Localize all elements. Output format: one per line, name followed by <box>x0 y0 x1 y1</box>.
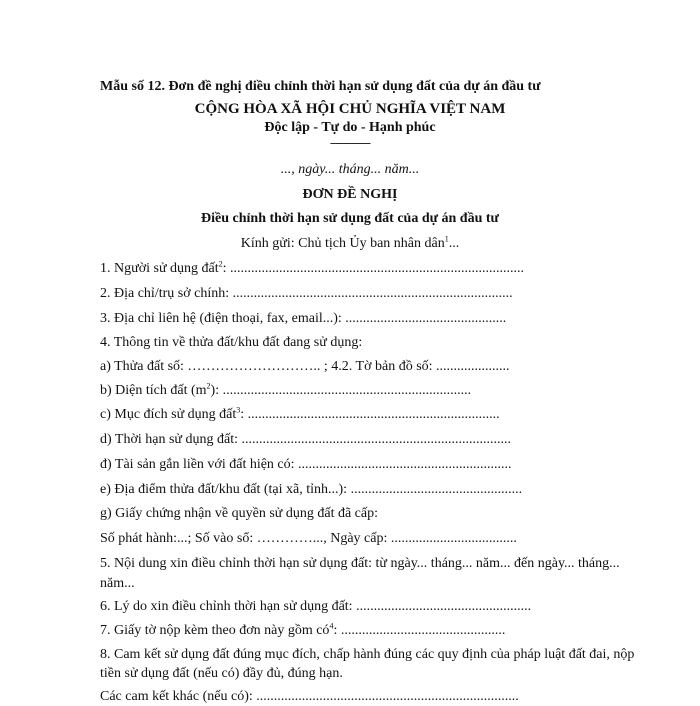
field-land-location: e) Địa điểm thửa đất/khu đất (tại xã, tỉnh...): ................................................. <box>100 482 523 497</box>
field-attached-assets: đ) Tài sản gắn liền với đất hiện có: ............................................................. <box>100 457 512 472</box>
field-land-info-heading: 4. Thông tin về thửa đất/khu đất đang sử dụng: <box>100 335 363 350</box>
date-line: ..., ngày... tháng... năm... <box>280 162 420 177</box>
field-adjustment-content: 5. Nội dung xin điều chỉnh thời hạn sử dụng đất: từ ngày... tháng... năm... đến ngày... tháng... năm... <box>100 556 620 591</box>
field-land-user-label: 1. Người sử dụng đất <box>100 261 219 276</box>
field-attached-documents-blank: : ............................................... <box>333 623 506 638</box>
recipient-line <box>60 235 640 253</box>
field-adjustment-reason: 6. Lý do xin điều chỉnh thời hạn sử dụng đất: .................................................. <box>100 599 532 614</box>
field-land-user <box>100 260 640 278</box>
footnote-ref-4: 4 <box>329 621 334 631</box>
field-attached-documents-label: 7. Giấy tờ nộp kèm theo đơn này gồm có <box>100 623 330 638</box>
field-commitment: 8. Cam kết sử dụng đất đúng mục đích, chấp hành đúng các quy định của pháp luật đất đai, nộp tiền sử dụng đất (nếu có) đầy đủ, đúng hạn. <box>100 647 635 681</box>
form-title: Mẫu số 12. Đơn đề nghị điều chỉnh thời hạn sử dụng đất của dự án đầu tư <box>100 79 541 94</box>
field-address: 2. Địa chỉ/trụ sở chính: ................................................................................ <box>100 286 513 301</box>
field-land-purpose-blank: : ........................................................................ <box>240 407 500 422</box>
unit-superscript: 2 <box>206 381 211 391</box>
field-land-area-label: b) Diện tích đất (m <box>100 383 207 398</box>
field-certificate-heading: g) Giấy chứng nhận về quyền sử dụng đất đã cấp: <box>100 506 378 521</box>
recipient-text: Kính gửi: Chủ tịch Ủy ban nhân dân <box>240 236 445 251</box>
field-contact: 3. Địa chỉ liên hệ (điện thoại, fax, email...): .............................................. <box>100 311 507 326</box>
footnote-ref-2: 2 <box>218 259 223 269</box>
field-land-user-blank: : .................................................................................... <box>222 261 525 276</box>
field-other-commitments: Các cam kết khác (nếu có): ........................................................................... <box>100 689 519 704</box>
field-attached-documents <box>100 622 640 640</box>
document-title: ĐƠN ĐỀ NGHỊ <box>302 187 398 202</box>
field-land-purpose <box>100 406 640 424</box>
field-certificate-details: Số phát hành:...; Số vào sổ: …………..., Ngày cấp: .................................... <box>100 531 517 546</box>
country-name: CỘNG HÒA XÃ HỘI CHỦ NGHĨA VIỆT NAM <box>194 101 506 117</box>
field-land-area <box>100 382 640 400</box>
motto-rule: --------------- <box>330 137 370 149</box>
footnote-ref-1: 1 <box>444 234 449 244</box>
field-parcel-number: a) Thửa đất số: ……………………….. ; 4.2. Tờ bản đồ số: ..................... <box>100 359 510 374</box>
field-land-term: d) Thời hạn sử dụng đất: ............................................................................. <box>100 432 511 447</box>
footnote-ref-3: 3 <box>236 405 241 415</box>
recipient-tail: ... <box>448 236 460 251</box>
document-subtitle: Điều chỉnh thời hạn sử dụng đất của dự án đầu tư <box>201 211 499 226</box>
field-land-purpose-label: c) Mục đích sử dụng đất <box>100 407 237 422</box>
national-motto: Độc lập - Tự do - Hạnh phúc <box>264 120 436 135</box>
field-land-area-blank: ): ....................................................................... <box>210 383 472 398</box>
